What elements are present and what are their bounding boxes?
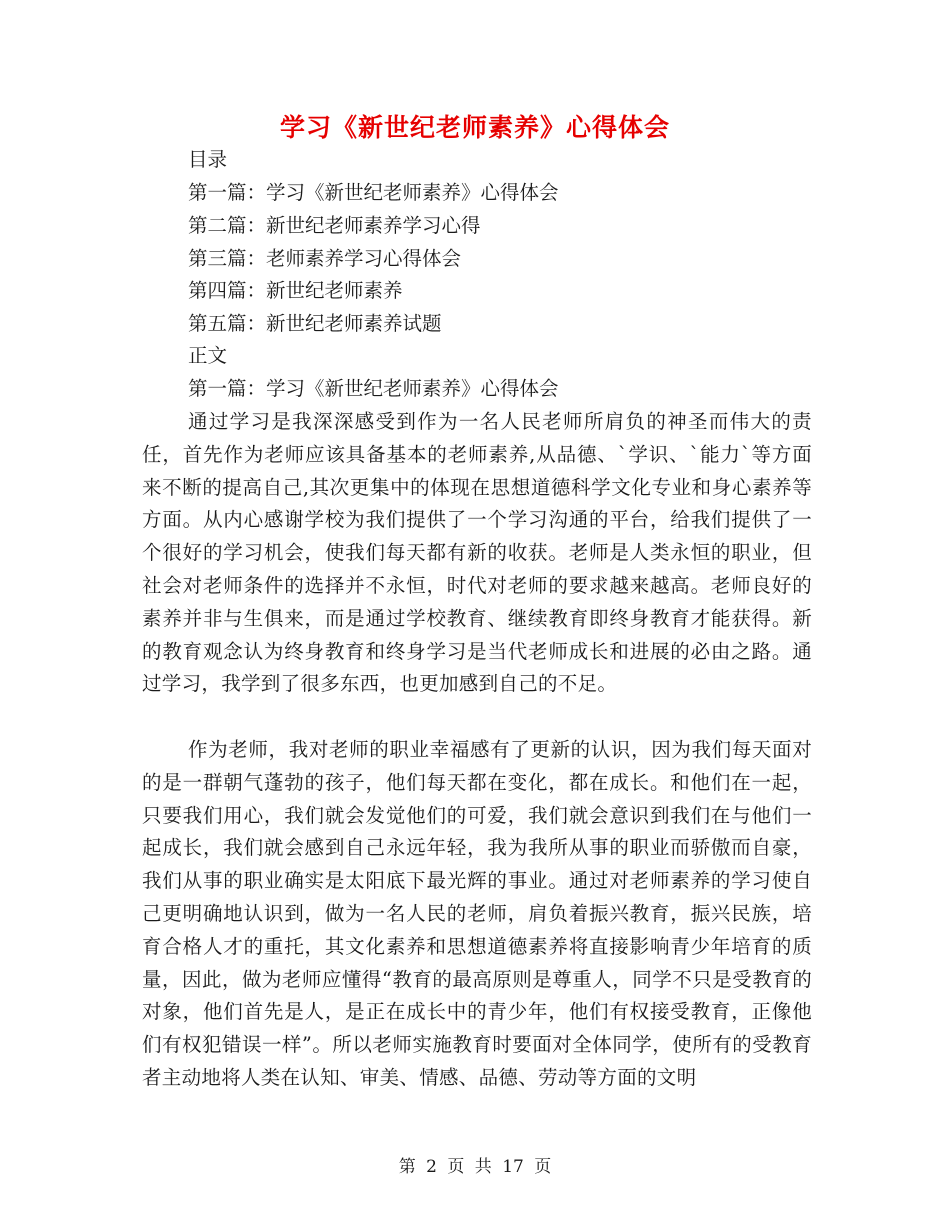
toc-heading: 目录	[188, 148, 228, 171]
section-heading: 第一篇：学习《新世纪老师素养》心得体会	[188, 377, 559, 400]
toc-item-4: 第四篇：新世纪老师素养	[188, 279, 403, 302]
body-heading: 正文	[188, 344, 228, 367]
page-footer: 第 2 页 共 17 页	[398, 1157, 552, 1177]
toc-item-2: 第二篇：新世纪老师素养学习心得	[188, 214, 481, 237]
toc-item-1: 第一篇：学习《新世纪老师素养》心得体会	[188, 181, 559, 204]
toc-item-5: 第五篇：新世纪老师素养试题	[188, 312, 442, 335]
toc-item-3: 第三篇：老师素养学习心得体会	[188, 247, 462, 270]
document-title: 学习《新世纪老师素养》心得体会	[279, 113, 670, 142]
paragraph-1: 通过学习是我深深感受到作为一名人民老师所肩负的神圣而伟大的责任，首先作为老师应该具备基本的老师素养,从品德、`学识、`能力`等方面来不断的提高自己,其次更集中的体现在思想道德科学文化专业和身心素养等方面。从内心感谢学校为我们提供了一个学习沟通的平台，给我们提供了一个很好的学习机会，使我们每天都有新的收获。老师是人类永恒的职业，但社会对老师条件的选择并不永恒，时代对老师的要求越来越高。老师良好的素养并非与生俱来，而是通过学校教育、继续教育即终身教育才能获得。新的教育观念认为终身教育和终身学习是当代老师成长和进展的必由之路。通过学习，我学到了很多东西，也更加感到自己的不足。	[142, 410, 812, 696]
paragraph-2: 作为老师，我对老师的职业幸福感有了更新的认识，因为我们每天面对的是一群朝气蓬勃的孩子，他们每天都在变化，都在成长。和他们在一起，只要我们用心，我们就会发觉他们的可爱，我们就会意识到我们在与他们一起成长，我们就会感到自己永远年轻，我为我所从事的职业而骄傲而自豪，我们从事的职业确实是太阳底下最光辉的事业。通过对老师素养的学习使自己更明确地认识到，做为一名人民的老师，肩负着振兴教育，振兴民族，培育合格人才的重托，其文化素养和思想道德素养将直接影响青少年培育的质量，因此，做为老师应懂得“教育的最高原则是尊重人，同学不只是受教育的对象，他们首先是人，是正在成长中的青少年，他们有权接受教育，正像他们有权犯错误一样”。所以老师实施教育时要面对全体同学，使所有的受教育者主动地将人类在认知、审美、情感、品德、劳动等方面的文明	[142, 738, 812, 1089]
